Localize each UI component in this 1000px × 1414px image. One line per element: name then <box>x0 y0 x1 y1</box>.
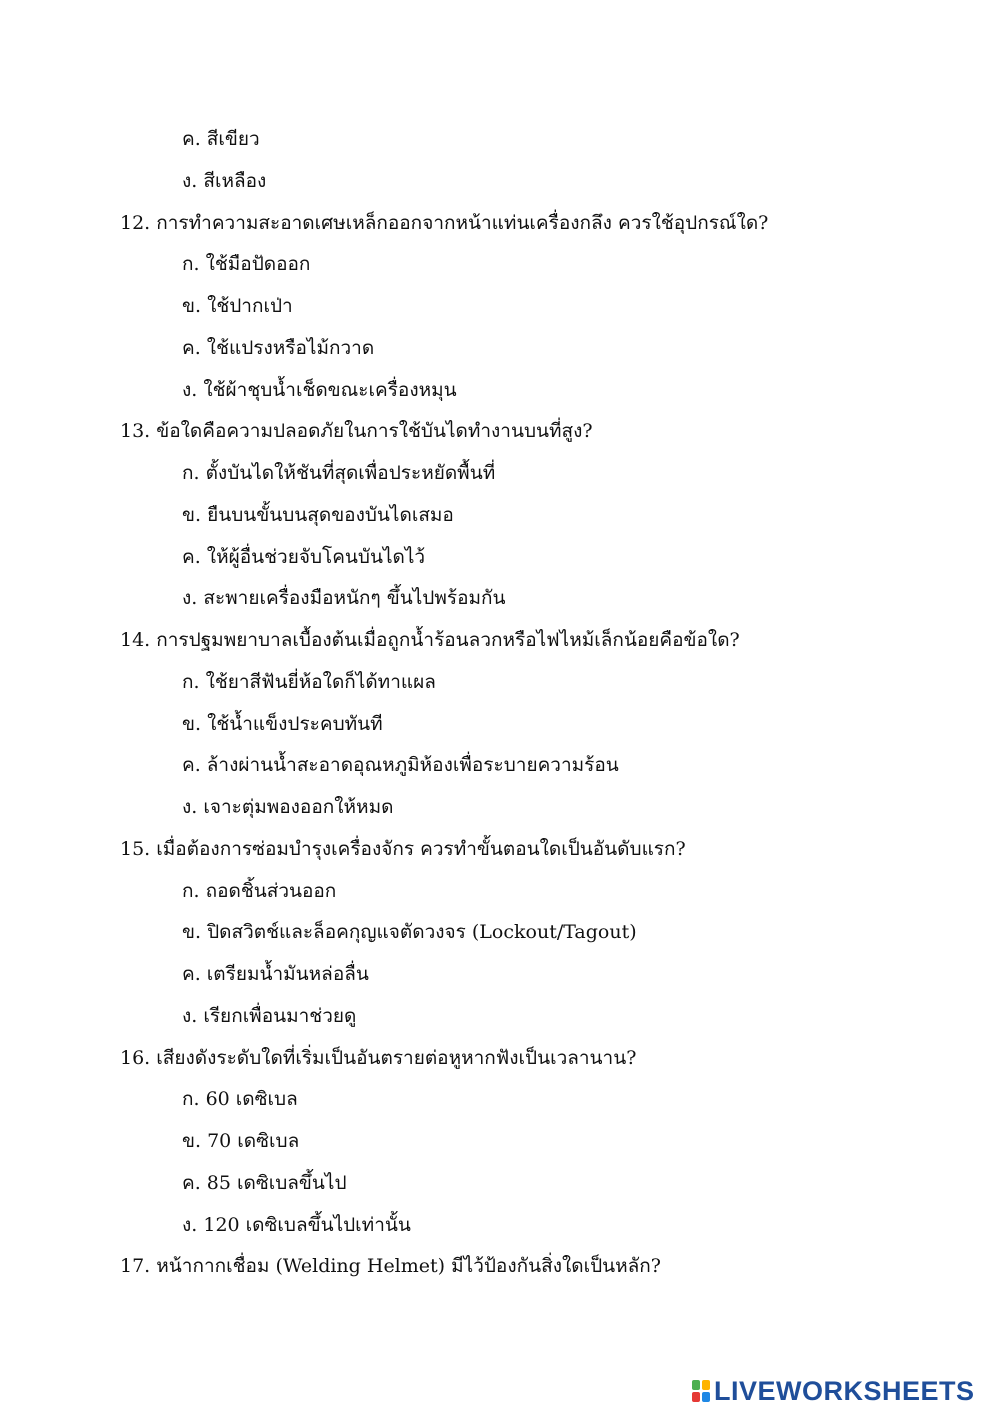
answer-option: ค. ใช้แปรงหรือไม้กวาด <box>182 336 375 359</box>
question-text: 14. การปฐมพยาบาลเบื้องต้นเมื่อถูกน้ำร้อนลวกหรือไฟไหม้เล็กน้อยคือข้อใด? <box>120 629 740 651</box>
question-text: 16. เสียงดังระดับใดที่เริ่มเป็นอันตรายต่อหูหากฟังเป็นเวลานาน? <box>120 1046 637 1069</box>
logo-text: LIVEWORKSHEETS <box>714 1375 975 1406</box>
answer-option: ข. ใช้ปากเป่า <box>182 295 293 317</box>
answer-option: ค. สีเขียว <box>182 128 260 150</box>
answer-option: ค. ล้างผ่านน้ำสะอาดอุณหภูมิห้องเพื่อระบายความร้อน <box>182 754 619 777</box>
answer-option: ค. ให้ผู้อื่นช่วยจับโคนบันไดไว้ <box>182 545 426 568</box>
answer-option: ก. ถอดชิ้นส่วนออก <box>182 879 337 902</box>
question-text: 12. การทำความสะอาดเศษเหล็กออกจากหน้าแท่นเครื่องกลึง ควรใช้อุปกรณ์ใด? <box>120 211 769 234</box>
answer-option: ค. 85 เดซิเบลขึ้นไป <box>182 1171 347 1194</box>
answer-option: ก. ใช้ยาสีฟันยี่ห้อใดก็ได้ทาแผล <box>182 670 436 693</box>
answer-option: ง. ใช้ผ้าชุบน้ำเช็ดขณะเครื่องหมุน <box>182 378 457 401</box>
question-text: 17. หน้ากากเชื่อม (Welding Helmet) มีไว้ป้องกันสิ่งใดเป็นหลัก? <box>120 1255 661 1278</box>
answer-option: ข. ปิดสวิตช์และล็อคกุญแจตัดวงจร (Lockout/Tagout) <box>182 921 637 944</box>
answer-option: ง. เรียกเพื่อนมาช่วยดู <box>182 1004 357 1027</box>
answer-option: ง. สะพายเครื่องมือหนักๆ ขึ้นไปพร้อมกัน <box>182 587 506 610</box>
answer-option: ง. เจาะตุ่มพองออกให้หมด <box>182 796 394 818</box>
liveworksheets-logo <box>692 1376 975 1406</box>
answer-option: ก. ใช้มือปัดออก <box>182 253 311 276</box>
answer-option: ง. สีเหลือง <box>182 169 267 192</box>
question-text: 13. ข้อใดคือความปลอดภัยในการใช้บันไดทำงานบนที่สูง? <box>120 420 593 443</box>
answer-option: ค. เตรียมน้ำมันหล่อลื่น <box>182 963 369 985</box>
question-text: 15. เมื่อต้องการซ่อมบำรุงเครื่องจักร ควรทำขั้นตอนใดเป็นอันดับแรก? <box>120 837 686 860</box>
answer-option: ก. 60 เดซิเบล <box>182 1088 298 1111</box>
liveworksheets-logo-icon <box>692 1380 710 1402</box>
answer-option: ข. 70 เดซิเบล <box>182 1130 300 1152</box>
answer-option: ข. ยืนบนขั้นบนสุดของบันไดเสมอ <box>182 503 454 526</box>
answer-option: ข. ใช้น้ำแข็งประคบทันที <box>182 712 383 735</box>
answer-option: ง. 120 เดซิเบลขึ้นไปเท่านั้น <box>182 1213 411 1236</box>
answer-option: ก. ตั้งบันไดให้ชันที่สุดเพื่อประหยัดพื้นที่ <box>182 462 496 484</box>
